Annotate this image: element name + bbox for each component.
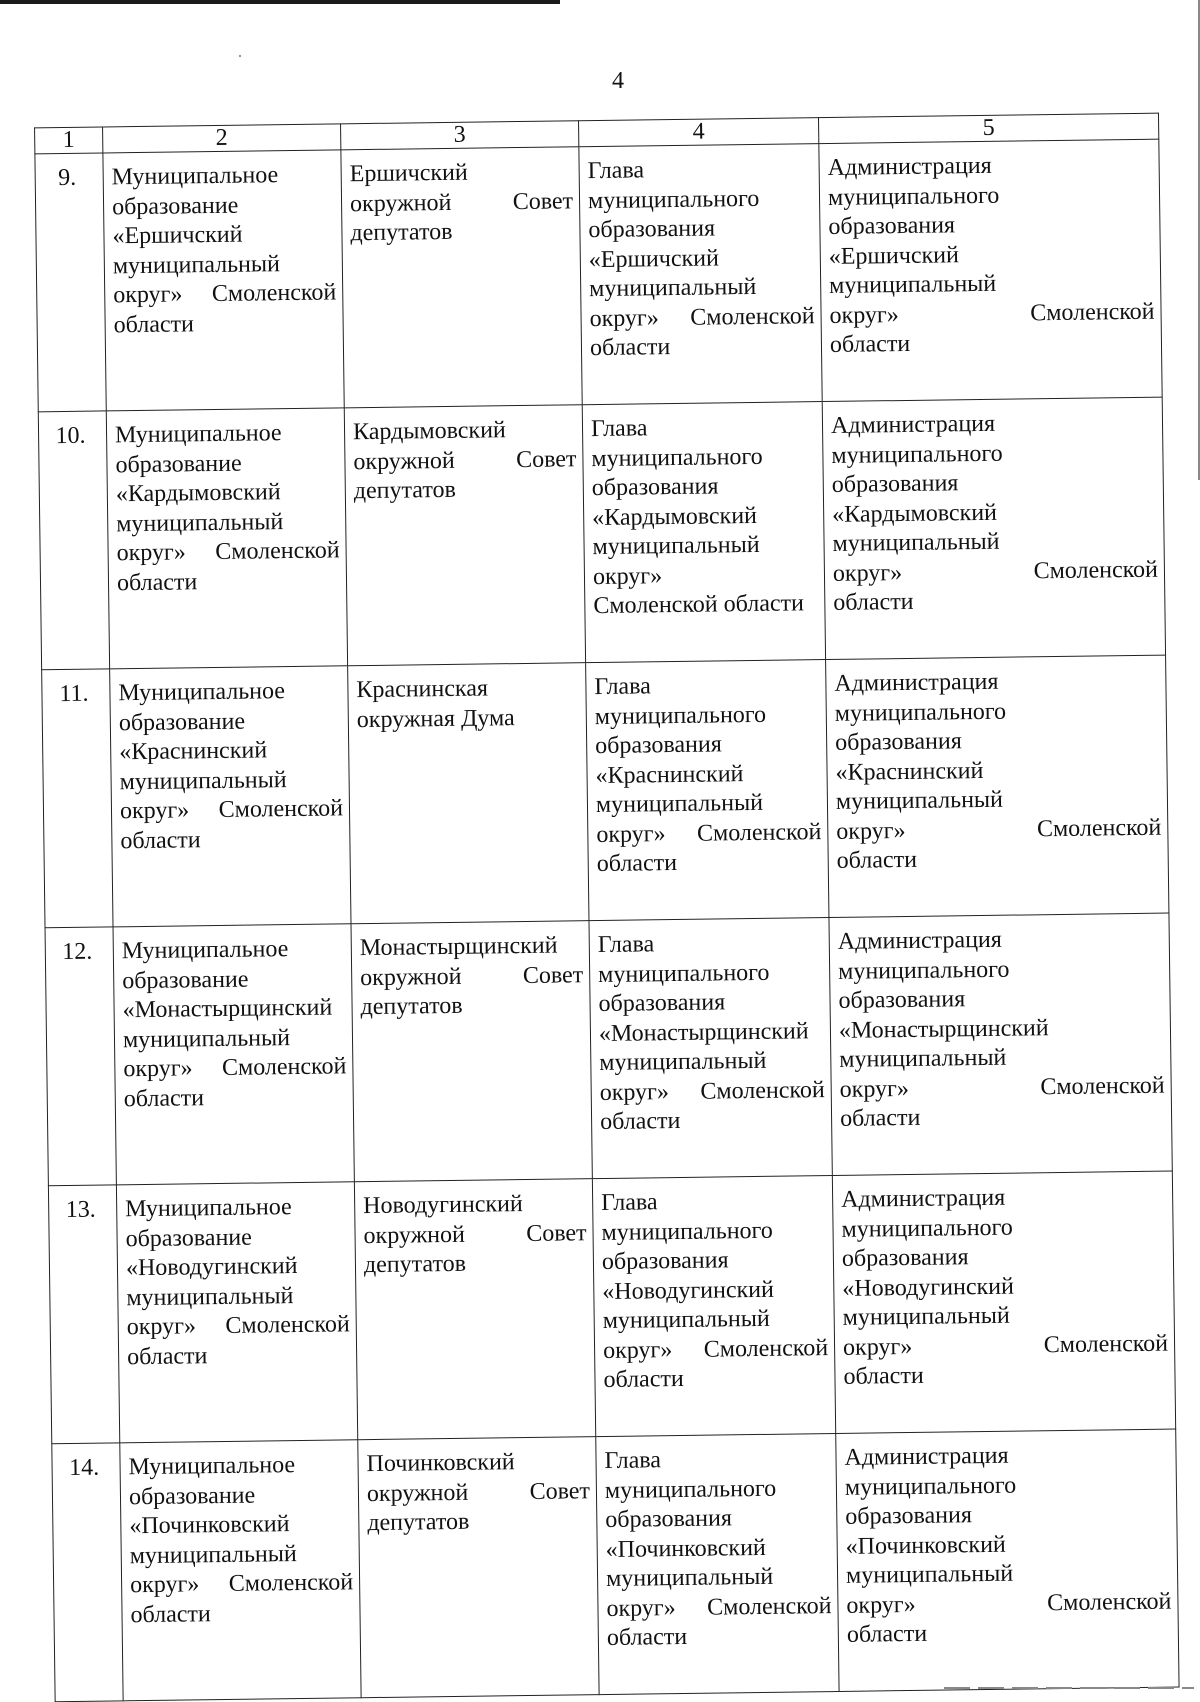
council-cell: Монастырщинский окружной Совет депутатов — [351, 921, 592, 1182]
cell-line: образование — [111, 192, 239, 220]
cell-line: Глава — [587, 157, 645, 185]
council-cell: Краснинская окружная Дума — [348, 663, 589, 924]
cell-line: Муниципальное — [128, 1452, 296, 1481]
page-number: 4 — [612, 68, 624, 94]
cell-line: образования — [845, 1502, 973, 1530]
cell-line-last: области — [843, 1362, 924, 1390]
cell-line: «Ершичский — [828, 241, 960, 270]
cell-line: Глава — [604, 1447, 662, 1475]
cell-line: муниципального — [827, 182, 1000, 211]
cell-line: муниципального — [594, 701, 767, 730]
table-row — [42, 655, 1169, 928]
cell-line: образования — [588, 215, 716, 244]
municipality-cell — [120, 1440, 361, 1701]
cell-line: муниципальный — [599, 1047, 767, 1077]
council-cell: Новодугинский окружной Совет депутатов — [354, 1179, 595, 1440]
cell-line: образования — [841, 1244, 969, 1272]
cell-line: муниципального — [587, 185, 760, 214]
cell-line-last: области — [126, 1342, 208, 1370]
cell-line-justified: округ» Смоленской — [126, 1311, 350, 1341]
cell-line-last: области — [836, 846, 918, 874]
cell-line: образования — [828, 212, 956, 240]
cell-line: «Новодугинский — [842, 1273, 1015, 1302]
cell-line: муниципальный — [602, 1305, 770, 1335]
municipality-cell — [103, 150, 344, 411]
cell-line-justified: округ» Смоленской — [836, 814, 1162, 845]
cell-line-last: области — [589, 334, 671, 362]
cell-line-last: области — [599, 1107, 681, 1136]
cell-line: «Починковский — [605, 1534, 766, 1563]
cell-line: Администрация — [840, 1184, 1006, 1213]
administration-cell — [819, 139, 1162, 401]
table-container — [34, 113, 1179, 1702]
cell-line-justified: округ» Смоленской — [113, 279, 337, 309]
cell-line: образования — [605, 1505, 733, 1533]
scan-top-rule — [0, 0, 560, 4]
cell-line: муниципальный — [842, 1302, 1010, 1331]
scan-bottom-marks — [944, 1687, 1194, 1689]
cell-line-justified: округ» Смоленской — [846, 1588, 1172, 1619]
cell-line-justified: округ» Смоленской — [602, 1334, 829, 1364]
cell-line-last: области — [839, 1104, 921, 1132]
header-cell-1: 1 — [35, 127, 103, 154]
cell-line: Муниципальное — [114, 420, 282, 449]
cell-line: образования — [591, 473, 719, 502]
head-cell — [586, 660, 829, 921]
cell-line: муниципальный — [845, 1560, 1014, 1589]
cell-line: муниципальный — [839, 1044, 1007, 1073]
row-number-cell: 11. — [42, 669, 113, 928]
council-cell: Ершичский окружной Совет депутатов — [341, 147, 582, 408]
cell-line: Администрация — [834, 668, 999, 697]
cell-line: муниципального — [834, 698, 1007, 727]
row-number-cell: 10. — [38, 411, 109, 670]
head-cell — [596, 1433, 839, 1694]
cell-line: образование — [125, 1224, 252, 1252]
cell-line: «Починковский — [845, 1531, 1006, 1560]
cell-line: муниципальный — [832, 528, 1000, 557]
cell-line-last: области — [130, 1600, 211, 1628]
cell-line: муниципальный — [119, 766, 287, 795]
cell-line: «Кардымовский — [592, 502, 758, 531]
cell-line: «Новодугинский — [602, 1276, 775, 1305]
table-row — [48, 1171, 1175, 1444]
cell-line-justified: округ» Смоленской — [599, 1076, 825, 1106]
council-cell: Починковский окружной Совет депутатов — [358, 1437, 599, 1698]
header-cell-3: 3 — [341, 121, 579, 150]
head-cell — [579, 144, 822, 405]
cell-line: образование — [115, 450, 242, 478]
cell-line: муниципального — [604, 1475, 777, 1504]
administration-cell — [832, 1171, 1175, 1433]
cell-line-last: области — [606, 1623, 688, 1651]
municipality-cell — [113, 924, 354, 1185]
cell-line-last: области — [123, 1084, 205, 1112]
cell-line: «Ершичский — [112, 221, 243, 250]
cell-line: муниципального — [837, 956, 1010, 985]
administration-cell — [836, 1429, 1179, 1691]
head-cell — [589, 918, 832, 1179]
cell-line-last: области — [603, 1365, 684, 1394]
cell-line: «Новодугинский — [125, 1253, 298, 1282]
scan-speck — [239, 55, 241, 57]
cell-line: Администрация — [844, 1442, 1009, 1471]
cell-line-justified: округ» Смоленской — [123, 1053, 347, 1083]
table-row — [45, 913, 1172, 1186]
cell-line: муниципальный — [122, 1024, 291, 1053]
cell-line: «Краснинский — [119, 737, 268, 766]
row-number-cell: 13. — [48, 1185, 119, 1444]
cell-line-last: области — [596, 850, 678, 878]
cell-line: муниципального — [601, 1217, 773, 1246]
cell-line-justified: округ» Смоленской — [129, 1569, 354, 1599]
table-row — [52, 1429, 1179, 1702]
cell-line: «Краснинский — [835, 757, 984, 786]
document-table — [34, 113, 1180, 1702]
cell-line: Муниципальное — [125, 1194, 292, 1223]
cell-line: округ» — [592, 562, 663, 590]
cell-line: муниципальный — [129, 1540, 297, 1569]
cell-line-last: области — [116, 568, 198, 596]
cell-line-justified: округ» Смоленской — [116, 537, 340, 567]
cell-line-last: области — [829, 330, 911, 358]
row-number-cell: 12. — [45, 927, 116, 1186]
cell-line: Глава — [597, 931, 655, 959]
municipality-cell — [116, 1182, 357, 1443]
cell-line: образования — [838, 986, 966, 1014]
administration-cell — [829, 913, 1172, 1175]
cell-line: муниципальный — [605, 1563, 774, 1592]
cell-line: Администрация — [830, 410, 996, 439]
cell-line-justified: округ» Смоленской — [829, 298, 1155, 329]
cell-line: муниципального — [844, 1472, 1017, 1501]
table-row — [38, 397, 1165, 670]
header-cell-5: 5 — [818, 113, 1158, 143]
row-number-cell: 14. — [52, 1443, 123, 1702]
head-cell — [592, 1175, 835, 1436]
cell-line: муниципального — [831, 440, 1003, 469]
cell-line-justified: округ» Смоленской — [119, 795, 344, 825]
cell-line: Муниципальное — [118, 678, 286, 707]
cell-line: Администрация — [827, 152, 992, 181]
cell-line-justified: округ» Смоленской — [842, 1330, 1169, 1361]
cell-line: образования — [601, 1247, 729, 1276]
table-row — [35, 139, 1162, 412]
cell-line: образования — [831, 470, 959, 498]
cell-line: Глава — [594, 673, 651, 701]
cell-line: «Ершичский — [588, 244, 720, 273]
row-number-cell: 9. — [35, 153, 106, 412]
cell-line: Глава — [601, 1189, 658, 1217]
cell-line: «Кардымовский — [832, 499, 998, 528]
cell-line: «Кардымовский — [115, 479, 281, 508]
cell-line-last: Смоленской области — [593, 590, 805, 620]
cell-line-justified: округ» Смоленской — [839, 1072, 1165, 1103]
cell-line-justified: округ» Смоленской — [606, 1592, 832, 1622]
table-body — [35, 113, 1180, 1702]
cell-line: муниципальный — [116, 508, 284, 537]
cell-line-justified: округ» Смоленской — [832, 556, 1159, 587]
cell-line-last: области — [120, 826, 201, 854]
cell-line: Администрация — [837, 926, 1003, 955]
cell-line: Глава — [590, 415, 648, 443]
cell-line: «Починковский — [129, 1511, 290, 1540]
cell-line: муниципальный — [829, 270, 997, 299]
cell-line: «Краснинский — [595, 760, 744, 789]
cell-line: образования — [598, 989, 726, 1018]
cell-line: «Монастырщинский — [838, 1014, 1049, 1044]
header-cell-2: 2 — [103, 124, 341, 153]
cell-line: «Монастырщинский — [598, 1017, 809, 1047]
council-cell: Кардымовский окружной Совет депутатов — [344, 405, 585, 666]
administration-cell — [822, 397, 1165, 659]
cell-line-last: области — [833, 588, 914, 616]
cell-line: образования — [835, 728, 962, 756]
cell-line: муниципальный — [112, 250, 281, 279]
cell-line: муниципальный — [835, 786, 1004, 815]
cell-line: образование — [122, 966, 249, 994]
cell-line-last: области — [846, 1620, 928, 1648]
cell-line: муниципальный — [589, 273, 757, 303]
cell-line: «Монастырщинский — [122, 994, 333, 1024]
cell-line: муниципальный — [126, 1282, 294, 1311]
header-cell-4: 4 — [579, 118, 819, 147]
cell-line-justified: округ» Смоленской — [596, 818, 822, 848]
cell-line-justified: округ» Смоленской — [589, 302, 815, 332]
cell-line: образование — [128, 1482, 256, 1510]
cell-line-last: области — [113, 310, 195, 338]
administration-cell — [826, 655, 1169, 917]
cell-line: образование — [118, 708, 246, 736]
municipality-cell — [110, 666, 351, 927]
cell-line: муниципальный — [595, 789, 764, 819]
municipality-cell — [106, 408, 347, 669]
head-cell — [582, 402, 825, 663]
cell-line: муниципальный — [592, 531, 760, 561]
cell-line: образования — [595, 731, 722, 760]
cell-line: муниципального — [591, 443, 763, 472]
cell-line: Муниципальное — [121, 936, 289, 965]
cell-line: муниципального — [598, 959, 770, 988]
cell-line: Муниципальное — [111, 162, 279, 191]
cell-line: муниципального — [841, 1214, 1013, 1243]
